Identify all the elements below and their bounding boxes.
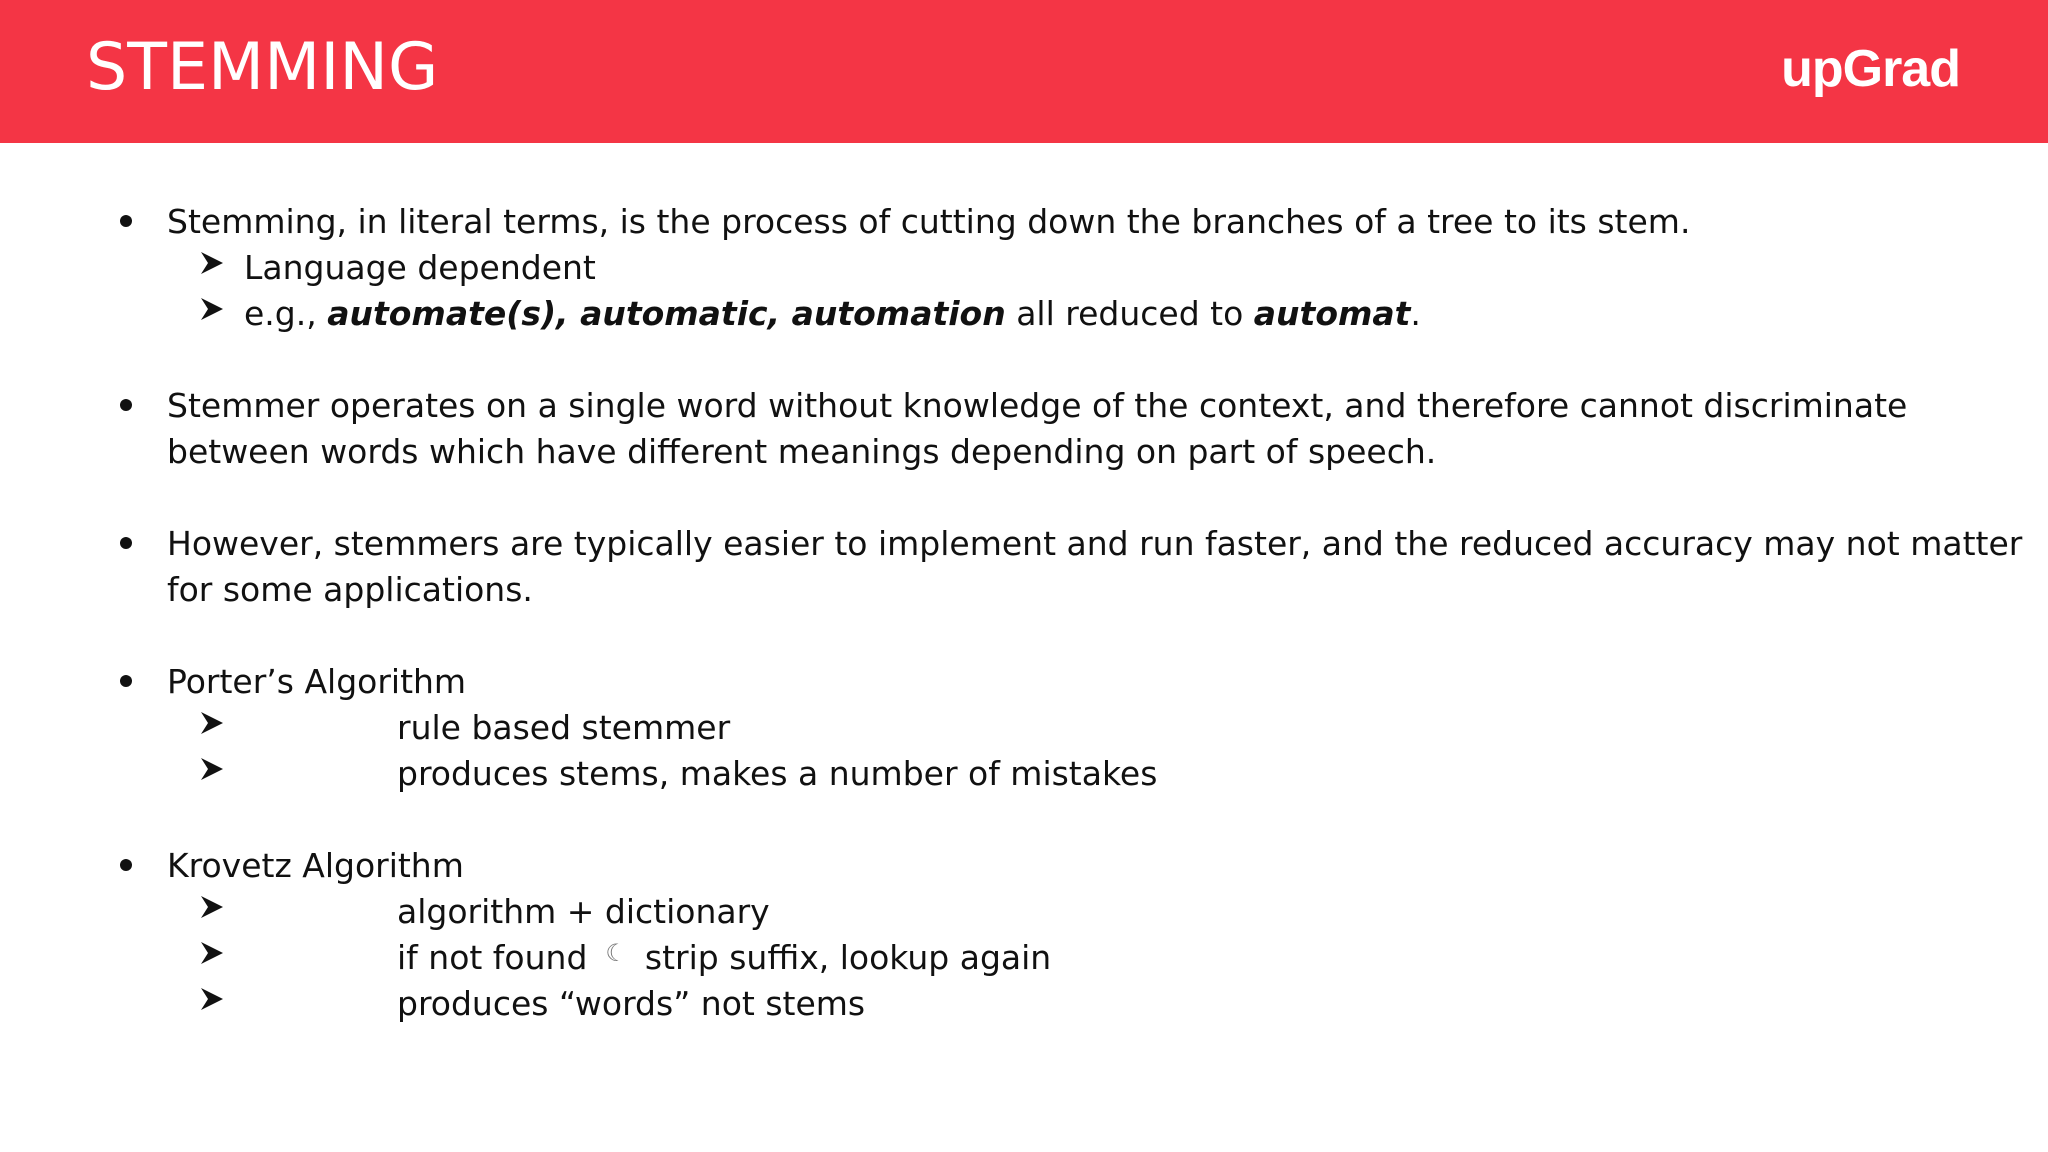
bullet-stemmer-speed-line2: for some applications. [167,570,533,609]
arrowhead-icon [199,894,225,920]
bullet-dot-icon [120,537,132,549]
sub-bullet-if-not-found [397,935,1051,984]
arrowhead-icon [199,250,225,276]
bullet-dot-icon [120,859,132,871]
sub-bullet-produces-words: produces “words” not stems [397,984,866,1023]
upgrad-logo: upGrad [1781,40,1960,98]
sub-bullet-example [244,291,1421,337]
bullet-dot-icon [120,675,132,687]
example-suffix: . [1410,294,1421,333]
bullet-stemming-definition: Stemming, in literal terms, is the process of cutting down the branches of a tree to its stem. [167,202,1691,241]
sub-bullet-algorithm-dictionary: algorithm + dictionary [397,892,770,931]
arrowhead-icon [199,986,225,1012]
bullet-stemmer-speed-line1: However, stemmers are typically easier to implement and run faster, and the reduced accuracy may not matter [167,524,2023,563]
bullet-dot-icon [120,215,132,227]
arrowhead-icon [199,296,225,322]
sub-bullet-rule-based: rule based stemmer [397,708,731,747]
strip-suffix-text: strip suffix, lookup again [644,938,1052,977]
if-not-found-text: if not found [397,938,588,977]
arrowhead-icon [199,940,225,966]
sub-bullet-produces-stems: produces stems, makes a number of mistakes [397,754,1158,793]
example-middle: all reduced to [1005,294,1254,333]
arrowhead-icon [199,710,225,736]
bullet-dot-icon [120,399,132,411]
bullet-porter-algorithm: Porter’s Algorithm [167,662,467,701]
example-words: automate(s), automatic, automation [327,294,1006,333]
sub-bullet-language-dependent: Language dependent [244,248,596,287]
slide-title: STEMMING [86,30,439,105]
bullet-stemmer-context-line2: between words which have different meanings depending on part of speech. [167,432,1437,471]
bullet-stemmer-context-line1: Stemmer operates on a single word without knowledge of the context, and therefore cannot discriminate [167,386,1908,425]
example-prefix: e.g., [244,294,328,333]
crescent-moon-icon: ☾ [605,939,627,967]
example-stem: automat [1253,294,1411,333]
arrowhead-icon [199,756,225,782]
bullet-krovetz-algorithm: Krovetz Algorithm [167,846,464,885]
